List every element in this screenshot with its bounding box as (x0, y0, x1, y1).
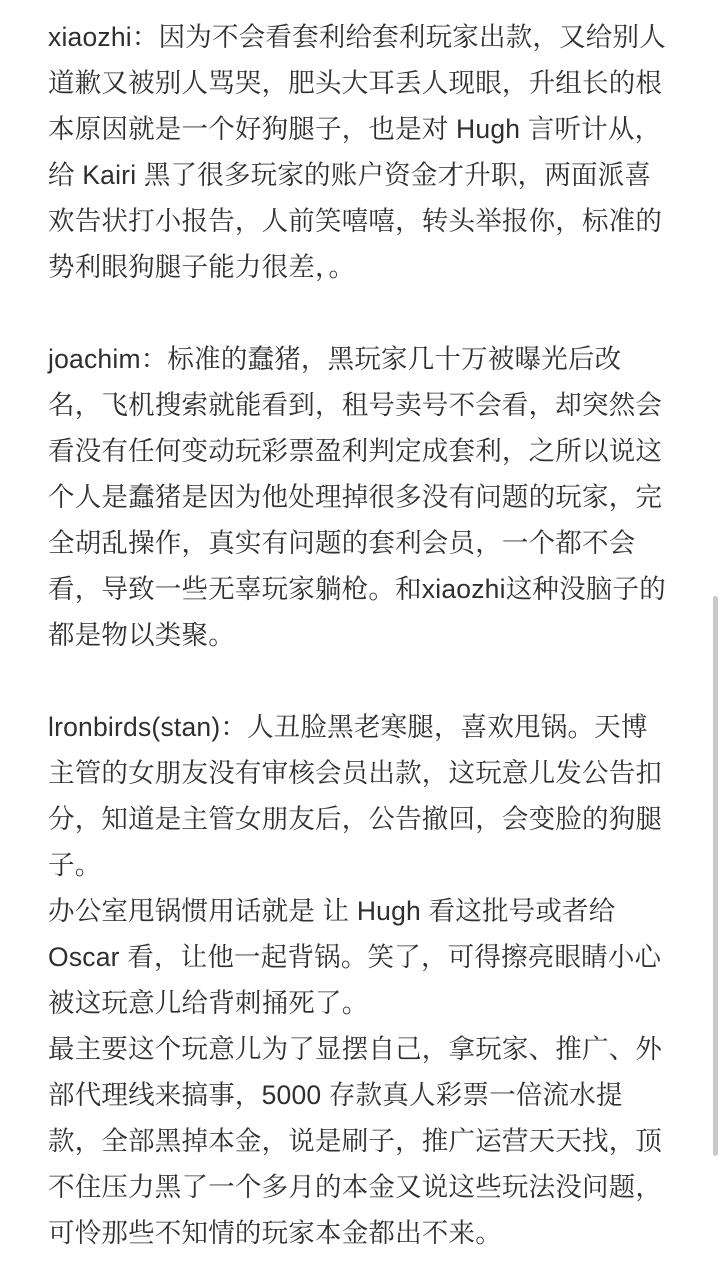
comment-paragraph: 办公室甩锅惯用话就是 让 Hugh 看这批号或者给 Oscar 看，让他一起背锅。笑了，可得擦亮眼睛小心被这玩意儿给背刺捅死了。 (48, 896, 662, 1018)
comment-paragraph: 最主要这个玩意儿为了显摆自己，拿玩家、推广、外部代理线来搞事，5000 存款真人彩票一倍流水提款，全部黑掉本金，说是刷子，推广运营天天找，顶不住压力黑了一个多月的本金又说这些玩法没问题，可怜那些不知情的玩家本金都出不来。 (48, 1034, 663, 1248)
comment-paragraph: xiaozhi：因为不会看套利给套利玩家出款，又给别人道歉又被别人骂哭，肥头大耳丢人现眼，升组长的根本原因就是一个好狗腿子，也是对 Hugh 言听计从，给 Kairi 黑了很多玩家的账户资金才升职，两面派喜欢告状打小报告，人前笑嘻嘻，转头举报你，标准的势利眼狗腿子能力很差，。 (48, 22, 666, 282)
comment-paragraph: joachim：标准的蠢猪，黑玩家几十万被曝光后改名，飞机搜索就能看到，租号卖号不会看，却突然会看没有任何变动玩彩票盈利判定成套利，之所以说这个人是蠢猪是因为他处理掉很多没有问题的玩家，完全胡乱操作，真实有问题的套利会员，一个都不会看，导致一些无辜玩家躺枪。和xiaozhi这种没脑子的都是物以类聚。 (48, 344, 666, 650)
paragraph-spacer (48, 658, 671, 704)
vertical-scrollbar[interactable] (713, 596, 718, 1156)
comment-paragraph: lronbirds(stan)：人丑脸黑老寒腿，喜欢甩锅。天博主管的女朋友没有审核会员出款，这玩意儿发公告扣分，知道是主管女朋友后，公告撤回，会变脸的狗腿子。 (48, 712, 663, 880)
comment-block-lronbirds (48, 704, 671, 1256)
paragraph-spacer (48, 290, 671, 336)
comment-block-xiaozhi (48, 14, 671, 290)
comment-block-joachim (48, 336, 671, 658)
